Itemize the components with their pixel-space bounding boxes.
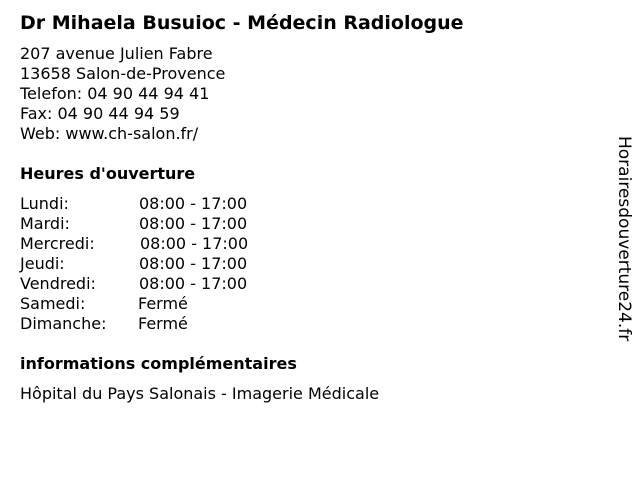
street-address: 207 avenue Julien Fabre: [20, 44, 213, 63]
address-block: [20, 44, 225, 144]
time-value: Fermé: [138, 294, 188, 313]
fax-number: Fax: 04 90 44 94 59: [20, 104, 180, 123]
time-value: 08:00 - 17:00: [139, 254, 248, 273]
additional-info-text: Hôpital du Pays Salonais - Imagerie Médicale: [20, 384, 380, 403]
day-label: Jeudi:: [20, 254, 65, 273]
website: Web: www.ch-salon.fr/: [20, 124, 199, 143]
opening-hours-heading: Heures d'ouverture: [20, 164, 196, 183]
day-label: Mercredi:: [20, 234, 95, 253]
time-value: 08:00 - 17:00: [140, 234, 249, 253]
time-value: 08:00 - 17:00: [139, 214, 248, 233]
city-address: 13658 Salon-de-Provence: [20, 64, 226, 83]
phone-number: Telefon: 04 90 44 94 41: [20, 84, 210, 103]
day-label: Lundi:: [20, 194, 69, 213]
site-watermark: Horairesdouverture24.fr: [614, 136, 634, 342]
day-label: Samedi:: [20, 294, 86, 313]
time-value: 08:00 - 17:00: [139, 194, 248, 213]
time-value: 08:00 - 17:00: [139, 274, 248, 293]
time-value: Fermé: [138, 314, 188, 333]
page-title: Dr Mihaela Busuioc - Médecin Radiologue: [20, 12, 464, 34]
day-label: Dimanche:: [20, 314, 107, 333]
additional-info-heading: informations complémentaires: [20, 354, 297, 373]
day-label: Mardi:: [20, 214, 70, 233]
day-label: Vendredi:: [20, 274, 96, 293]
